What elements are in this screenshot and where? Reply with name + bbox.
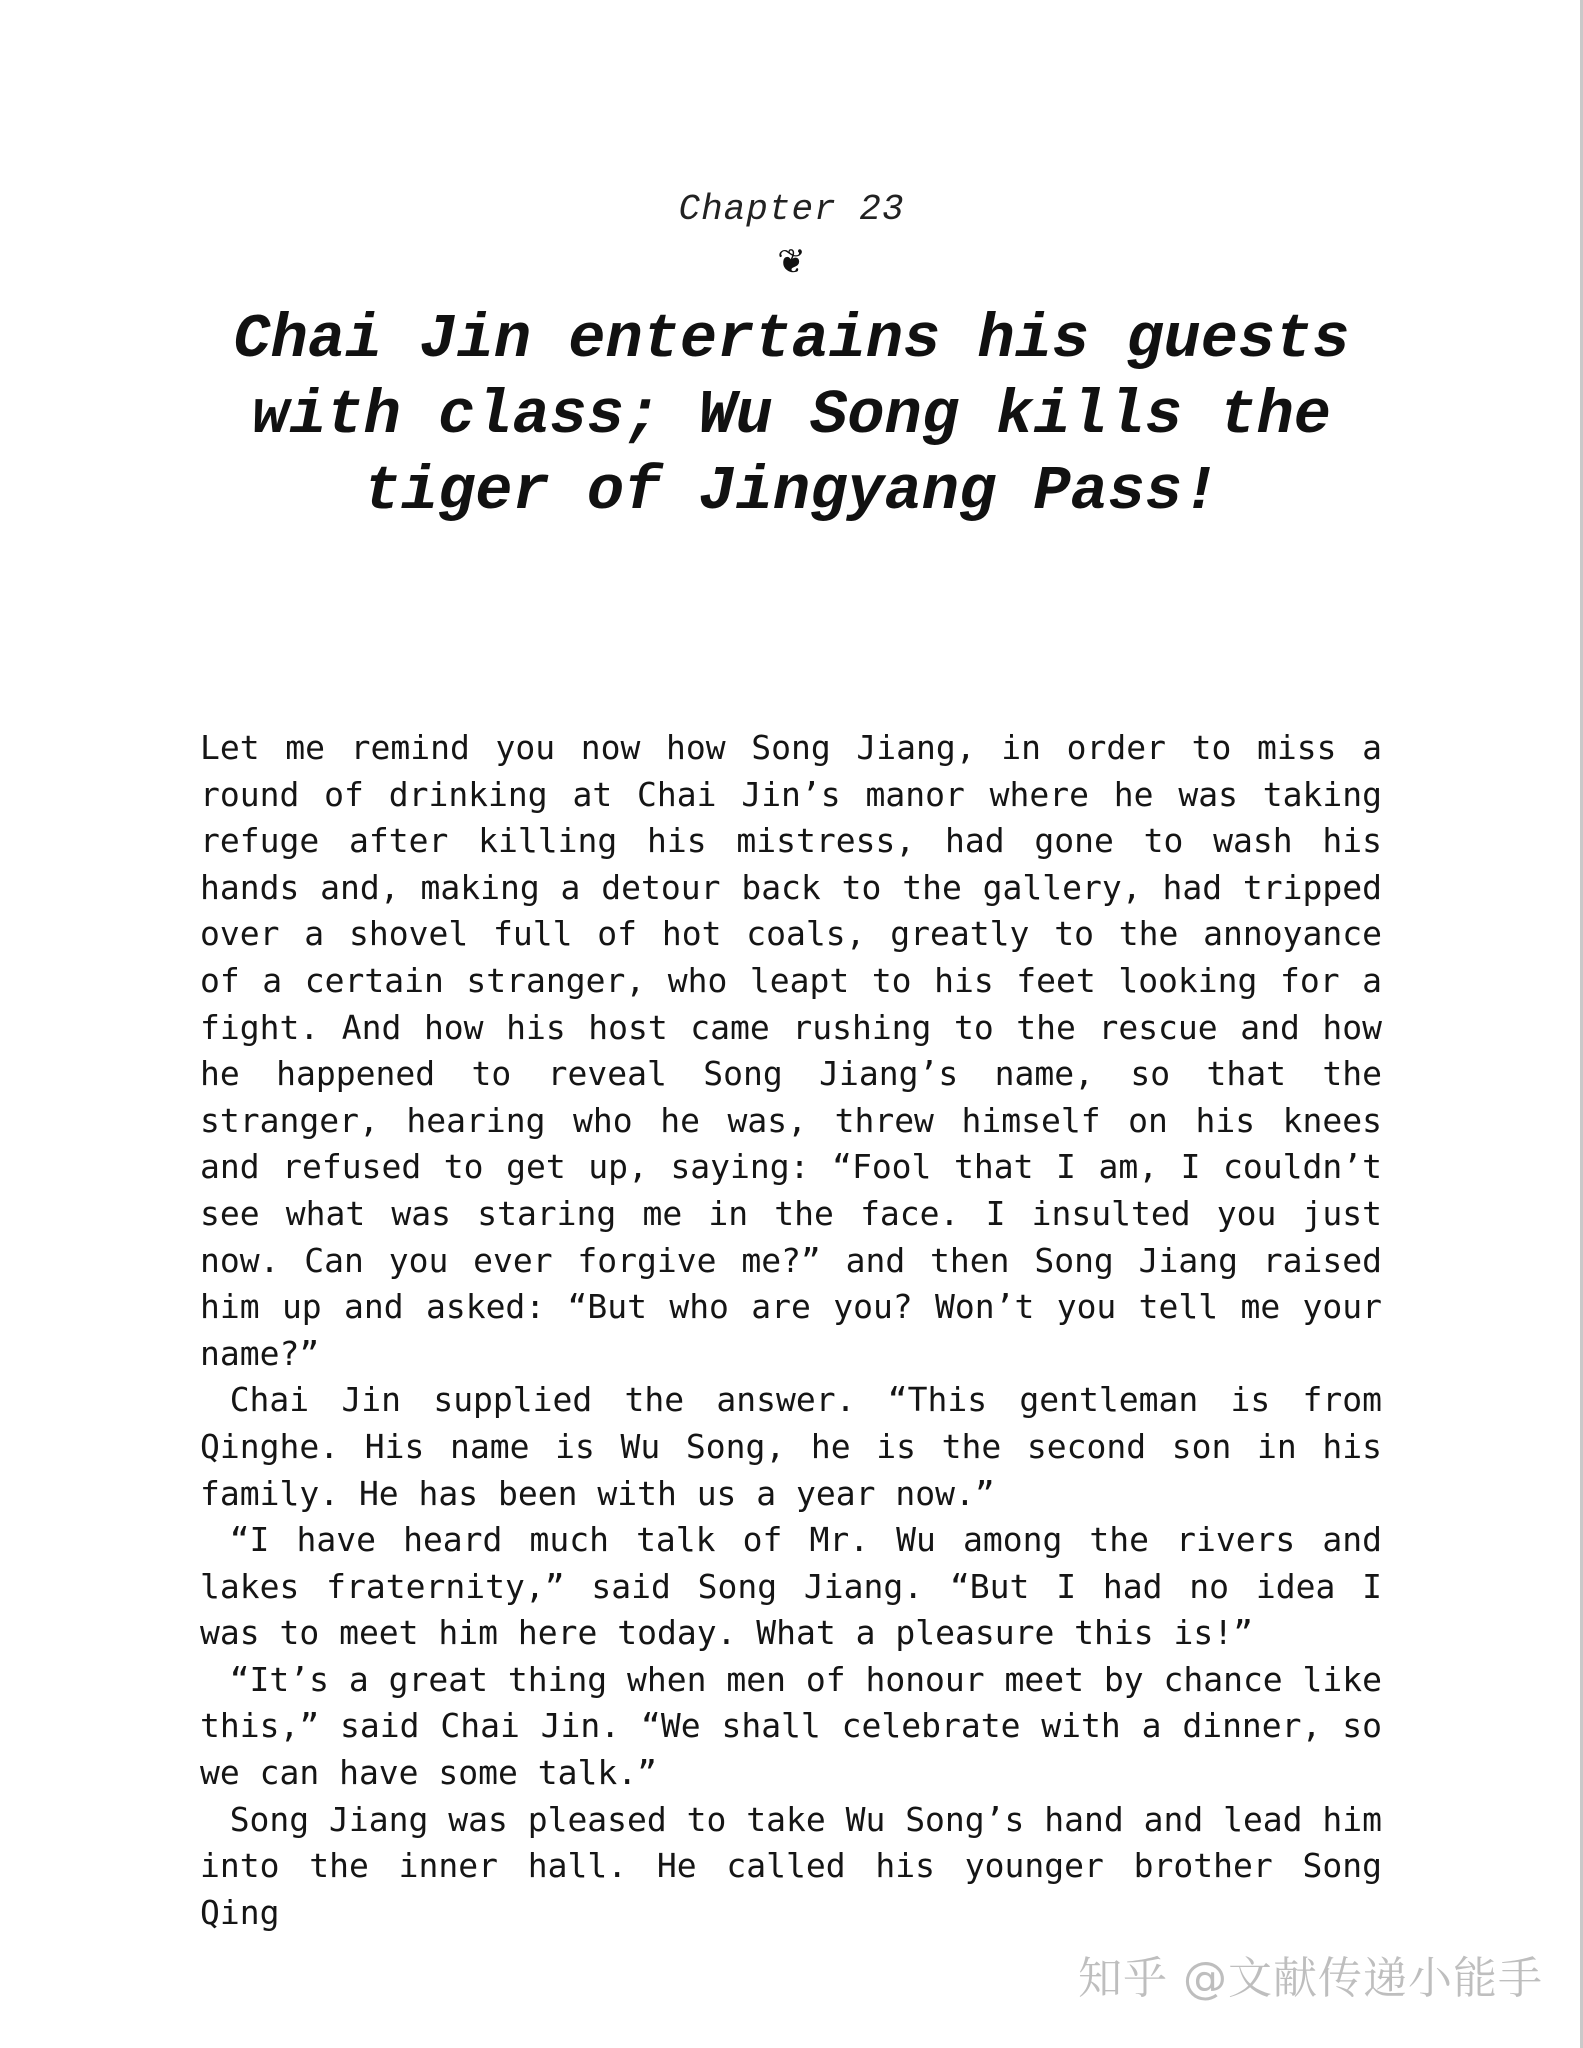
body-text: [200, 725, 1382, 1936]
chapter-header: [0, 180, 1583, 530]
paragraph-3: “I have heard much talk of Mr. Wu among the rivers and lakes fraternity,” said Song Jiang. “But I had no idea I was to meet him here today. What a pleasure this is!”: [200, 1520, 1382, 1653]
paragraph-1: Let me remind you now how Song Jiang, in order to miss a round of drinking at Chai Jin’s manor where he was taking refuge after killing his mistress, had gone to wash his hands and, making a detour back to the gallery, had tripped over a shovel full of hot coals, greatly to the annoyance of a certain stranger, who leapt to his feet looking for a fight. And how his host came rushing to the rescue and how he happened to reveal Song Jiang’s name, so that the stranger, hearing who he was, threw himself on his knees and refused to get up, saying: “Fool that I am, I couldn’t see what was staring me in the face. I insulted you just now. Can you ever forgive me?” and then Song Jiang raised him up and asked: “But who are you? Won’t you tell me your name?”: [200, 728, 1382, 1373]
fleuron-icon: ❦: [777, 242, 806, 282]
paragraph-5: Song Jiang was pleased to take Wu Song’s hand and lead him into the inner hall. He called his younger brother Song Qing: [200, 1799, 1383, 1932]
watermark: 知乎 @文献传递小能手: [1078, 1953, 1543, 2004]
paragraph-2: Chai Jin supplied the answer. “This gentleman is from Qinghe. His name is Wu Song, he is the second son in his family. He has been with us a year now.”: [200, 1380, 1382, 1513]
paragraph-4: “It’s a great thing when men of honour meet by chance like this,” said Chai Jin. “We shall celebrate with a dinner, so we can have some talk.”: [200, 1659, 1383, 1793]
chapter-label: Chapter 23: [678, 189, 905, 230]
chapter-title: Chai Jin entertains his guests with class; Wu Song kills the tiger of Jingyang Pass!: [233, 304, 1350, 527]
